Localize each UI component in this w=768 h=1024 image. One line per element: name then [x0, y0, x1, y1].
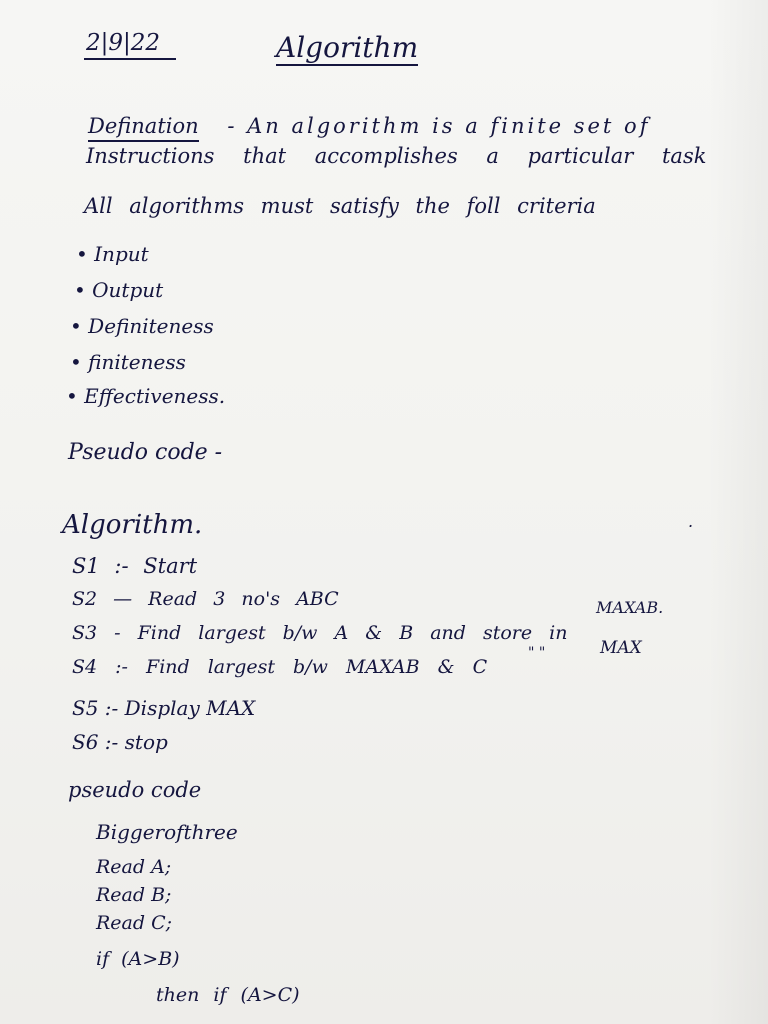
- code-line: Read B;: [96, 884, 172, 906]
- code-line: then if (A>C): [156, 984, 300, 1006]
- algorithm-heading: Algorithm.: [62, 510, 203, 540]
- criteria-item: • Input: [76, 242, 149, 266]
- code-line: Biggerofthree: [96, 820, 238, 844]
- criteria-item: • Output: [74, 278, 164, 302]
- criteria-item: • Definiteness: [70, 314, 214, 338]
- criteria-item: • Effectiveness.: [66, 384, 226, 408]
- definition-label: Defination: [88, 114, 199, 142]
- definition-line-1: [88, 116, 650, 137]
- page-title: Algorithm: [276, 31, 419, 64]
- code-line: Read C;: [96, 912, 173, 934]
- definition-text-1: - An algorithm is a finite set of: [227, 114, 651, 138]
- definition-line-2: Instructions that accomplishes a particular task: [86, 144, 707, 168]
- stray-mark: .: [688, 512, 694, 531]
- step-4-target: MAX: [600, 638, 642, 658]
- date-underline: [84, 58, 176, 60]
- step-4: S4 :- Find largest b/w MAXAB & C: [72, 656, 488, 678]
- step-2: S2 — Read 3 no's ABC: [72, 588, 339, 610]
- date: 2|9|22: [86, 30, 161, 56]
- criteria-intro: All algorithms must satisfy the foll criteria: [84, 194, 596, 218]
- code-line: if (A>B): [96, 948, 180, 970]
- step-5: S5 :- Display MAX: [72, 696, 256, 720]
- criteria-item: • finiteness: [70, 350, 186, 374]
- pseudo-code-heading-2: pseudo code: [68, 778, 202, 802]
- code-line: Read A;: [96, 856, 172, 878]
- step-3: S3 - Find largest b/w A & B and store in: [72, 622, 568, 644]
- pseudo-code-heading-1: Pseudo code -: [68, 440, 223, 465]
- step-1: S1 :- Start: [72, 554, 198, 578]
- step-3-target: MAXAB.: [596, 598, 664, 617]
- step-6: S6 :- stop: [72, 730, 168, 754]
- step-4-ditto: " ": [528, 645, 546, 661]
- page-shadow: [708, 0, 768, 1024]
